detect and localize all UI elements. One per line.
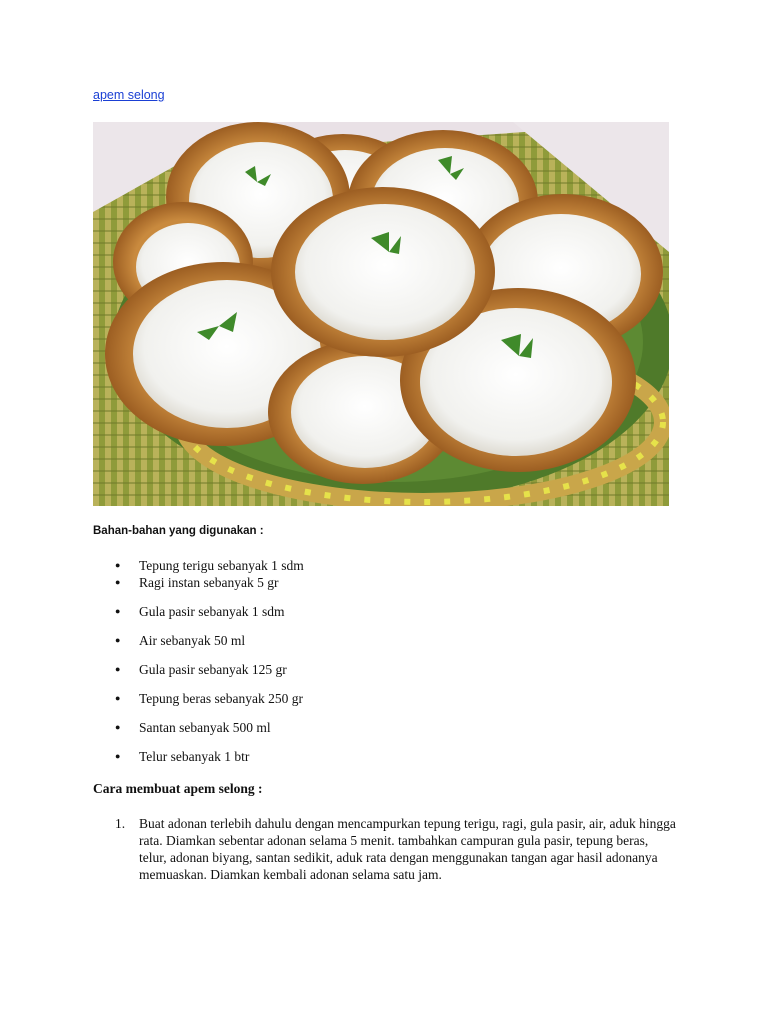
method-heading: Cara membuat apem selong : [93, 781, 263, 796]
step-text: Buat adonan terlebih dahulu dengan mencampurkan tepung terigu, ragi, gula pasir, air, aduk hingga rata. Diamkan sebentar adonan selama 5 menit. tambahkan campuran gula pasir, tepung beras, telur, adonan biyang, santan sedikit, aduk rata dengan menggunakan tangan agar hasil adonanya memuaskan. Diamkan kembali adonan selama satu jam. [139, 816, 676, 882]
ingredients-heading: Bahan-bahan yang digunakan : [93, 525, 264, 537]
apem-photo [93, 122, 669, 506]
list-item: ● Santan sebanyak 500 ml [93, 719, 653, 736]
list-item: ● Tepung terigu sebanyak 1 sdm [93, 557, 653, 574]
list-item: ● Gula pasir sebanyak 125 gr [93, 661, 653, 678]
apem-cakes-photo-icon [93, 122, 669, 506]
list-item [93, 815, 683, 883]
steps-list [93, 815, 683, 883]
list-item: ● Tepung beras sebanyak 250 gr [93, 690, 653, 707]
title-link[interactable]: apem selong [93, 88, 165, 102]
step-number: 1. [115, 816, 126, 831]
list-item: ● Air sebanyak 50 ml [93, 632, 653, 649]
ingredients-list [93, 557, 653, 765]
list-item: ● Gula pasir sebanyak 1 sdm [93, 603, 653, 620]
list-item: ● Ragi instan sebanyak 5 gr [93, 574, 653, 591]
list-item: ● Telur sebanyak 1 btr [93, 748, 653, 765]
